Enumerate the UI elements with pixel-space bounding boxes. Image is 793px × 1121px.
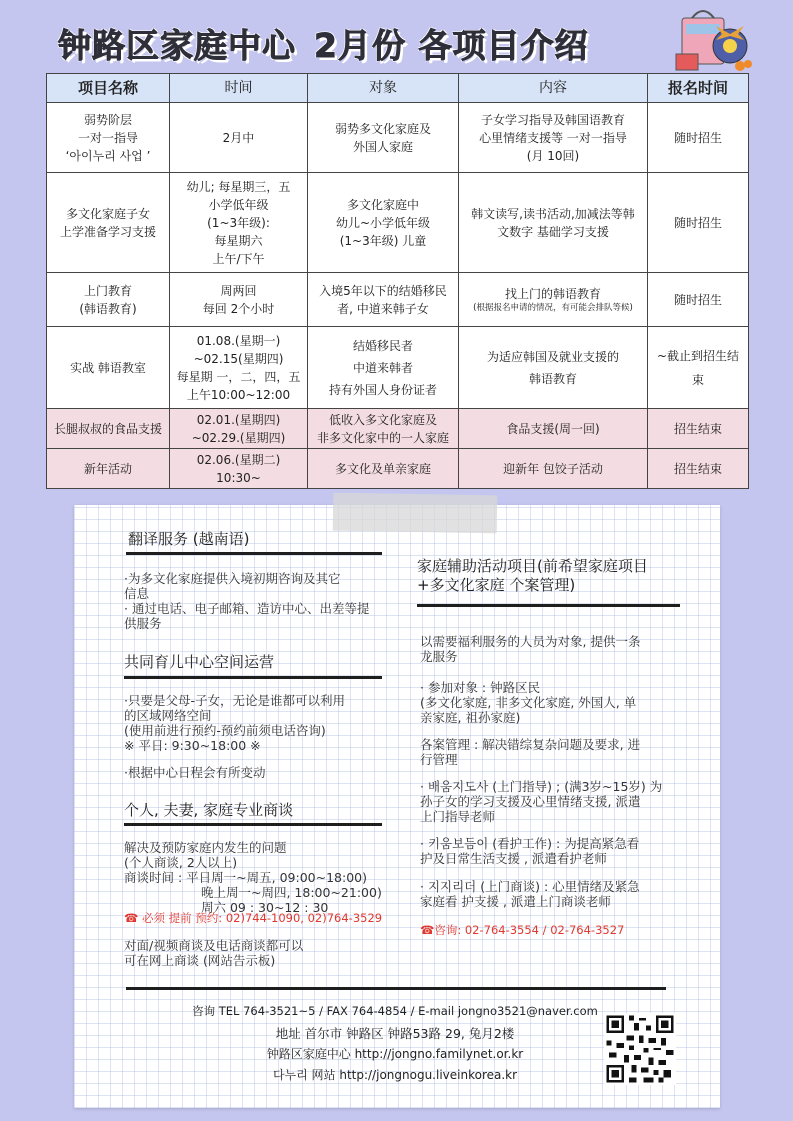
program-signup: 招生结束: [648, 449, 749, 489]
danuri-website[interactable]: 다누리 网站 http://jongnogu.liveinkorea.kr: [272, 1068, 518, 1082]
title-right: 2月份 各项目介绍: [314, 26, 589, 65]
program-content: 韩文读写,读书活动,加减法等韩 文数字 基础学习支援: [459, 173, 648, 273]
title-left: 钟路区家庭中心: [58, 26, 296, 65]
program-name: 新年活动: [47, 449, 170, 489]
divider: [417, 604, 680, 607]
program-name: 上门教育 (韩语教育): [47, 273, 170, 327]
program-time: 01.08.(星期一) ~02.15(星期四) 每星期 一，二，四，五 上午10:00~12:00: [170, 327, 308, 409]
address-line: 地址 首尔市 钟路区 钟路53路 29, 兔月2楼: [275, 1026, 515, 1041]
program-time: 02.01.(星期四) ~02.29.(星期四): [170, 409, 308, 449]
childcare-text: ·只要是父母-子女，无论是谁都可以利用 的区域网络空间 (使用前进行预约-预约前须电话咨询) ※ 平日: 9:30~18:00 ※: [124, 693, 345, 753]
program-signup: 随时招生: [648, 173, 749, 273]
header-time: 时间: [170, 74, 308, 103]
support-counsel: · 지지리더 (上门商谈) : 心里情绪及紧急 家庭看 护支援 , 派遣上门商谈老师: [420, 879, 640, 909]
program-time: 幼儿; 每星期三，五 小学低年级 (1~3年级): 每星期六 上午/下午: [170, 173, 308, 273]
content-note: (根据报名申请的情况，有可能会排队等候): [473, 303, 633, 313]
qr-code-icon[interactable]: [604, 1013, 676, 1085]
divider: [124, 823, 382, 826]
support-phone: ☎咨询: 02-764-3554 / 02-764-3527: [420, 923, 625, 937]
table-row: [47, 273, 749, 327]
header-name: 项目名称: [47, 74, 170, 103]
program-time: 2月中: [170, 103, 308, 173]
program-content: 食品支援(周一回): [459, 409, 648, 449]
translation-title: 翻译服务 (越南语): [128, 530, 250, 548]
program-target: 入境5年以下的结婚移民 者, 中道来韩子女: [308, 273, 459, 327]
program-time: 02.06.(星期二) 10:30~: [170, 449, 308, 489]
table-row: [47, 173, 749, 273]
table-header-row: [47, 74, 749, 103]
program-table: [46, 73, 749, 489]
support-case-management: 各案管理 : 解决错综复杂问题及要求, 进 行管理: [420, 737, 641, 767]
program-content: 子女学习指导及韩国语教育 心里情绪支援等 一对一指导 (月 10回): [459, 103, 648, 173]
program-signup: ~截止到招生结束: [648, 327, 749, 409]
program-name: 实战 韩语教室: [47, 327, 170, 409]
program-time: 周两回 每回 2个小时: [170, 273, 308, 327]
support-title: 家庭辅助活动项目(前希望家庭项目 +多文化家庭 个案管理): [417, 557, 648, 594]
counsel-text: 解决及预防家庭内发生的问题 (个人商谈, 2人以上) 商谈时间 : 平日周一~周五, 09:00~18:00) 晚上周一~周四, 18:00~21:00) 周六 09 : 30~12 : 30: [124, 840, 382, 915]
program-target: 多文化及单亲家庭: [308, 449, 459, 489]
support-participants: · 参加对象 : 钟路区民 (多文化家庭, 非多文化家庭, 外国人, 单 亲家庭, 祖孙家庭): [420, 680, 637, 725]
childcare-note: ·根据中心日程会有所变动: [124, 765, 266, 780]
program-content: 迎新年 包饺子活动: [459, 449, 648, 489]
support-care: · 키움보듬이 (看护工作) : 为提高紧急看 护及日常生活支援 , 派遣看护老师: [420, 836, 640, 866]
center-website[interactable]: 钟路区家庭中心 http://jongno.familynet.or.kr: [266, 1047, 524, 1061]
program-signup: 招生结束: [648, 409, 749, 449]
program-signup: 随时招生: [648, 103, 749, 173]
support-intro: 以需要福利服务的人员为对象, 提供一条 龙服务: [420, 634, 641, 664]
gift-bag-icon: [672, 4, 752, 72]
header-signup: 报名时间: [648, 74, 749, 103]
program-target: 结婚移民者 中道来韩者 持有外国人身份证者: [308, 327, 459, 409]
contact-line: 咨询 TEL 764-3521~5 / FAX 764-4854 / E-mail jongno3521@naver.com: [192, 1004, 598, 1018]
header-target: 对象: [308, 74, 459, 103]
counsel-phone: ☎ 必须 提前 预约: 02)744-1090, 02)764-3529: [124, 911, 383, 925]
divider: [126, 552, 382, 555]
program-target: 多文化家庭中 幼儿~小学低年级 (1~3年级) 儿童: [308, 173, 459, 273]
program-name: 长腿叔叔的食品支援: [47, 409, 170, 449]
program-name: 弱势阶层 一对一指导 ‘아이누리 사업 ’: [47, 103, 170, 173]
table-row: [47, 449, 749, 489]
program-content: 找上门的韩语教育 (根据报名申请的情况，有可能会排队等候): [459, 273, 648, 327]
program-target: 弱势多文化家庭及 外国人家庭: [308, 103, 459, 173]
program-name: 多文化家庭子女 上学准备学习支援: [47, 173, 170, 273]
table-row: [47, 409, 749, 449]
footer-divider: [126, 987, 666, 990]
program-target: 低收入多文化家庭及 非多文化家中的一人家庭: [308, 409, 459, 449]
tape-strip: [333, 493, 498, 534]
page-title: [58, 20, 588, 67]
counsel-online: 对面/视频商谈及电话商谈都可以 可在网上商谈 (网站告示板): [124, 938, 304, 968]
header-content: 内容: [459, 74, 648, 103]
table-row: [47, 103, 749, 173]
divider: [124, 676, 382, 679]
program-content: 为适应韩国及就业支援的 韩语教育: [459, 327, 648, 409]
table-row: [47, 327, 749, 409]
support-tutor: · 배움지도사 (上门指导) ; (满3岁~15岁) 为 孙子女的学习支援及心里情绪支援, 派遣 上门指导老师: [420, 779, 663, 824]
translation-text: ·为多文化家庭提供入境初期咨询及其它 信息 · 通过电话、电子邮箱、造访中心、出差等提 供服务: [124, 571, 370, 631]
childcare-title: 共同育儿中心空间运营: [124, 653, 275, 671]
counsel-title: 个人, 夫妻, 家庭专业商谈: [124, 801, 294, 819]
program-signup: 随时招生: [648, 273, 749, 327]
